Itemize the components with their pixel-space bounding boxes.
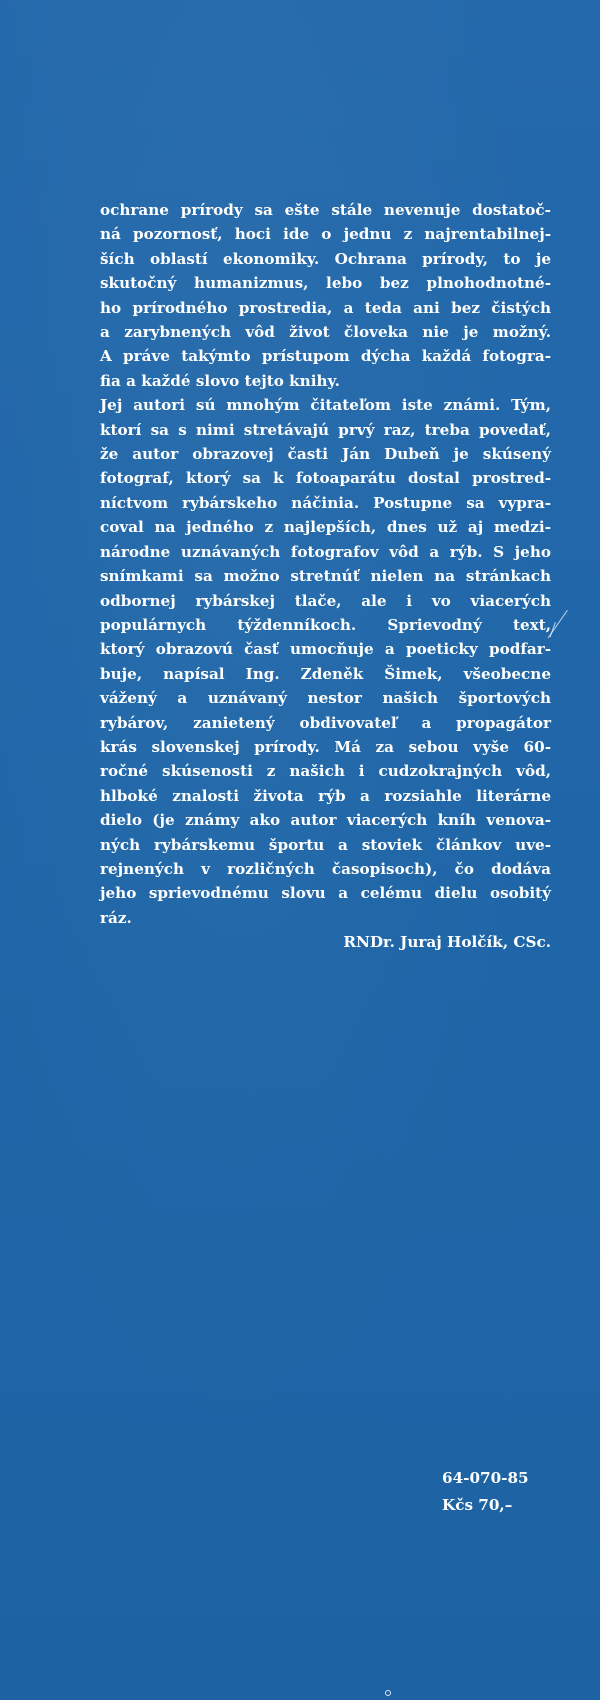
blurb-line: jeho sprievodnému slovu a celému dielu osobitý [100,884,551,903]
blurb-line: snímkami sa možno stretnúť nielen na stránkach [100,567,551,586]
price-label: Kčs 70,– [442,1496,513,1514]
blurb-line: odbornej rybárskej tlače, ale i vo viacerých [100,591,551,610]
blurb-line: populárnych týždenníkoch. Sprievodný text, [100,615,551,634]
blurb-line: ších oblastí ekonomiky. Ochrana prírody, to je [100,249,551,268]
blurb-line: dielo (je známy ako autor viacerých kníh venova- [100,811,551,830]
blurb-line: coval na jedného z najlepších, dnes už aj medzi- [100,518,551,537]
blurb-line: ho prírodného prostredia, a teda ani bez čistých [100,298,551,317]
blurb-line: fia a každé slovo tejto knihy. [100,371,340,390]
blurb-line: A práve takýmto prístupom dýcha každá fotogra- [100,347,551,366]
blurb-line: ráz. [100,908,132,927]
blurb-line: fotograf, ktorý sa k fotoaparátu dostal prostred- [100,469,551,488]
blurb-line: a zarybnených vôd život človeka nie je možný. [100,323,551,342]
blurb-line: vážený a uznávaný nestor našich športových [100,689,551,708]
catalog-number: 64-070-85 [442,1469,529,1487]
blurb-text [100,198,551,930]
spine-dot-mark [385,1690,391,1696]
blurb-line: ročné skúsenosti z našich i cudzokrajných vôd, [100,762,551,781]
blurb-line: buje, napísal Ing. Zdeněk Šimek, všeobecne [100,664,551,683]
blurb-line: níctvom rybárskeho náčinia. Postupne sa vypra- [100,493,551,512]
blurb-line: ktorí sa s nimi stretávajú prvý raz, treba povedať, [100,420,551,439]
blurb-line: ochrane prírody sa ešte stále nevenuje dostatoč- [100,201,551,219]
blurb-line: rybárov, zanietený obdivovateľ a propagátor [100,713,551,732]
blurb-line: že autor obrazovej časti Ján Dubeň je skúsený [100,445,551,464]
blurb-line: ná pozornosť, hoci ide o jednu z najrentabilnej- [100,225,551,244]
blurb-line: skutočný humanizmus, lebo bez plnohodnotné- [100,274,551,293]
blurb-line: ných rybárskemu športu a stoviek článkov uve- [100,835,551,854]
blurb-line: krás slovenskej prírody. Má za sebou vyše 60- [100,737,551,756]
blurb-line: národne uznávaných fotografov vôd a rýb. S jeho [100,542,551,561]
blurb-line: rejnených v rozličných časopisoch), čo dodáva [100,859,551,878]
catalog-info [442,1465,529,1519]
blurb-line: hlboké znalosti života rýb a rozsiahle literárne [100,786,551,805]
author-signature: RNDr. Juraj Holčík, CSc. [343,933,551,951]
blurb-line: ktorý obrazovú časť umocňuje a poeticky podfar- [100,640,551,659]
blurb-line: Jej autori sú mnohým čitateľom iste známi. Tým, [100,396,551,415]
